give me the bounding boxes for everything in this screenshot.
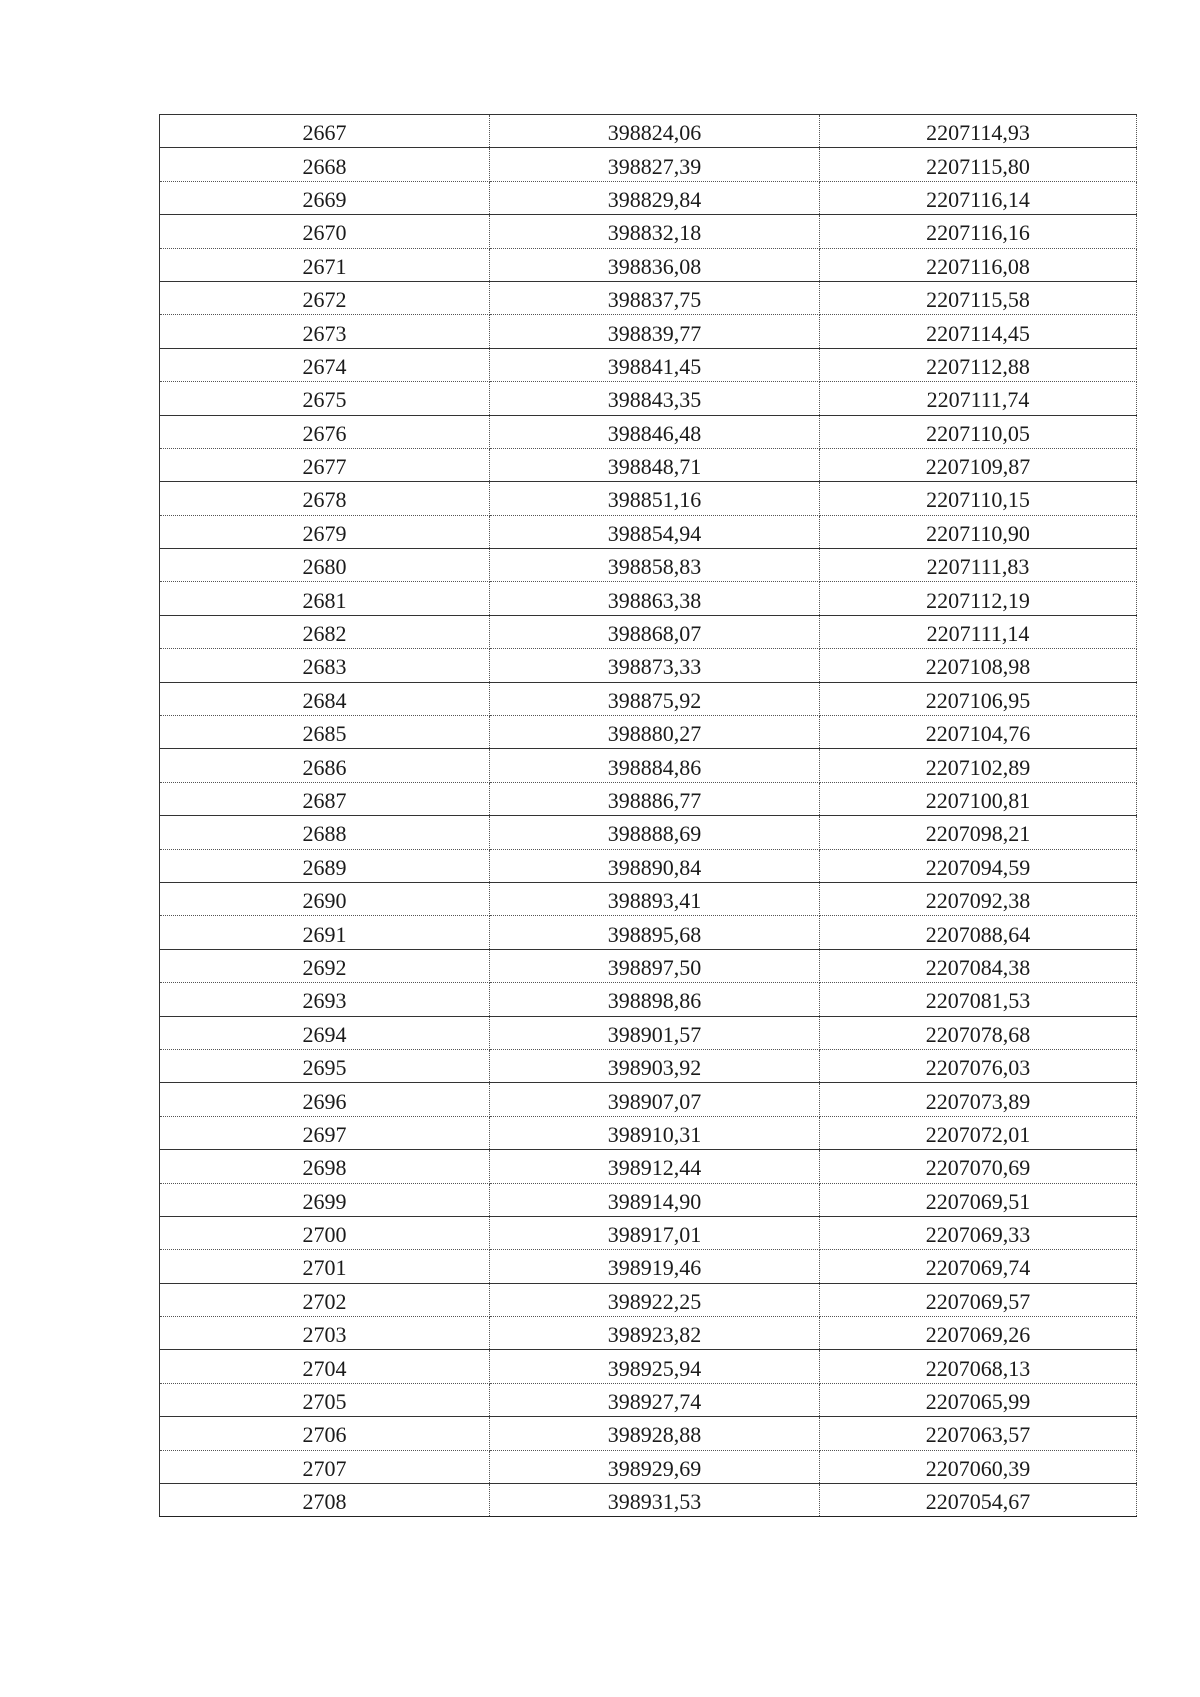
point-number-text: 2701 — [302, 1255, 347, 1281]
x-coordinate-cell — [490, 215, 820, 248]
point-number-text: 2697 — [302, 1121, 347, 1147]
table-row — [160, 115, 1137, 148]
point-number-cell — [160, 148, 490, 181]
y-coordinate-cell — [820, 782, 1137, 815]
point-number-text: 2678 — [302, 487, 347, 513]
x-coordinate-text: 398843,35 — [607, 387, 702, 413]
table-row — [160, 348, 1137, 381]
y-coordinate-cell — [820, 1083, 1137, 1116]
point-number-text: 2668 — [302, 153, 347, 179]
point-number-cell — [160, 1150, 490, 1183]
x-coordinate-cell — [490, 248, 820, 281]
point-number-text: 2677 — [302, 454, 347, 480]
x-coordinate-text: 398868,07 — [607, 621, 702, 647]
table-row — [160, 415, 1137, 448]
y-coordinate-text: 2207102,89 — [925, 754, 1031, 780]
y-coordinate-cell — [820, 816, 1137, 849]
x-coordinate-text: 398890,84 — [607, 854, 702, 880]
y-coordinate-cell — [820, 482, 1137, 515]
point-number-cell — [160, 682, 490, 715]
point-number-text: 2682 — [302, 621, 347, 647]
x-coordinate-text: 398848,71 — [607, 454, 702, 480]
y-coordinate-cell — [820, 983, 1137, 1016]
y-coordinate-cell — [820, 1049, 1137, 1082]
point-number-cell — [160, 1083, 490, 1116]
x-coordinate-text: 398901,57 — [607, 1021, 702, 1047]
y-coordinate-text: 2207108,98 — [925, 654, 1031, 680]
point-number-text: 2695 — [302, 1055, 347, 1081]
point-number-cell — [160, 849, 490, 882]
table-row — [160, 549, 1137, 582]
point-number-cell — [160, 916, 490, 949]
y-coordinate-cell — [820, 1484, 1137, 1517]
point-number-text: 2693 — [302, 988, 347, 1014]
table-row — [160, 882, 1137, 915]
y-coordinate-text: 2207116,14 — [926, 186, 1030, 212]
y-coordinate-text: 2207116,16 — [926, 220, 1030, 246]
y-coordinate-text: 2207069,51 — [925, 1188, 1031, 1214]
x-coordinate-cell — [490, 1250, 820, 1283]
y-coordinate-cell — [820, 1450, 1137, 1483]
y-coordinate-cell — [820, 549, 1137, 582]
y-coordinate-text: 2207110,05 — [926, 420, 1030, 446]
point-number-text: 2685 — [302, 721, 347, 747]
x-coordinate-cell — [490, 916, 820, 949]
y-coordinate-cell — [820, 1183, 1137, 1216]
point-number-text: 2676 — [302, 420, 347, 446]
x-coordinate-text: 398931,53 — [607, 1489, 702, 1515]
x-coordinate-text: 398919,46 — [607, 1255, 702, 1281]
point-number-text: 2691 — [302, 921, 347, 947]
x-coordinate-text: 398907,07 — [607, 1088, 702, 1114]
x-coordinate-cell — [490, 949, 820, 982]
x-coordinate-cell — [490, 1383, 820, 1416]
y-coordinate-text: 2207078,68 — [925, 1021, 1031, 1047]
y-coordinate-cell — [820, 148, 1137, 181]
y-coordinate-cell — [820, 281, 1137, 314]
y-coordinate-cell — [820, 582, 1137, 615]
point-number-cell — [160, 649, 490, 682]
point-number-cell — [160, 115, 490, 148]
table-row — [160, 1116, 1137, 1149]
table-row — [160, 983, 1137, 1016]
point-number-text: 2694 — [302, 1021, 347, 1047]
x-coordinate-cell — [490, 1049, 820, 1082]
y-coordinate-text: 2207109,87 — [925, 454, 1031, 480]
point-number-cell — [160, 281, 490, 314]
x-coordinate-cell — [490, 682, 820, 715]
y-coordinate-text: 2207106,95 — [925, 687, 1031, 713]
table-row — [160, 1183, 1137, 1216]
y-coordinate-text: 2207084,38 — [925, 954, 1031, 980]
point-number-cell — [160, 882, 490, 915]
x-coordinate-text: 398824,06 — [607, 120, 702, 146]
y-coordinate-text: 2207069,74 — [925, 1255, 1031, 1281]
point-number-cell — [160, 1417, 490, 1450]
table-row — [160, 816, 1137, 849]
y-coordinate-cell — [820, 1350, 1137, 1383]
x-coordinate-text: 398928,88 — [607, 1422, 702, 1448]
x-coordinate-cell — [490, 816, 820, 849]
table-row — [160, 382, 1137, 415]
coordinates-table — [159, 114, 1137, 1517]
x-coordinate-cell — [490, 1417, 820, 1450]
x-coordinate-cell — [490, 515, 820, 548]
y-coordinate-text: 2207115,80 — [926, 153, 1030, 179]
y-coordinate-text: 2207098,21 — [925, 821, 1031, 847]
point-number-text: 2672 — [302, 287, 347, 313]
table-row — [160, 1283, 1137, 1316]
x-coordinate-text: 398898,86 — [607, 988, 702, 1014]
point-number-text: 2707 — [302, 1455, 347, 1481]
point-number-cell — [160, 582, 490, 615]
y-coordinate-text: 2207111,83 — [926, 554, 1030, 580]
y-coordinate-cell — [820, 1016, 1137, 1049]
x-coordinate-cell — [490, 582, 820, 615]
x-coordinate-text: 398929,69 — [607, 1455, 702, 1481]
y-coordinate-cell — [820, 382, 1137, 415]
point-number-cell — [160, 1484, 490, 1517]
x-coordinate-cell — [490, 849, 820, 882]
point-number-text: 2702 — [302, 1288, 347, 1314]
y-coordinate-cell — [820, 916, 1137, 949]
point-number-cell — [160, 215, 490, 248]
point-number-text: 2689 — [302, 854, 347, 880]
y-coordinate-cell — [820, 1250, 1137, 1283]
table-row — [160, 281, 1137, 314]
point-number-text: 2705 — [302, 1389, 347, 1415]
point-number-text: 2703 — [302, 1322, 347, 1348]
point-number-text: 2671 — [302, 253, 347, 279]
x-coordinate-cell — [490, 315, 820, 348]
point-number-cell — [160, 949, 490, 982]
x-coordinate-cell — [490, 115, 820, 148]
x-coordinate-text: 398839,77 — [607, 320, 702, 346]
y-coordinate-cell — [820, 615, 1137, 648]
table-row — [160, 1383, 1137, 1416]
table-row — [160, 515, 1137, 548]
coordinates-table-body — [160, 115, 1137, 1517]
table-row — [160, 949, 1137, 982]
y-coordinate-cell — [820, 1383, 1137, 1416]
table-row — [160, 215, 1137, 248]
y-coordinate-text: 2207112,88 — [926, 353, 1030, 379]
point-number-text: 2690 — [302, 888, 347, 914]
x-coordinate-text: 398893,41 — [607, 888, 702, 914]
x-coordinate-text: 398927,74 — [607, 1389, 702, 1415]
y-coordinate-cell — [820, 115, 1137, 148]
y-coordinate-cell — [820, 1417, 1137, 1450]
table-row — [160, 1150, 1137, 1183]
x-coordinate-text: 398873,33 — [607, 654, 702, 680]
y-coordinate-text: 2207081,53 — [925, 988, 1031, 1014]
y-coordinate-text: 2207115,58 — [926, 287, 1030, 313]
y-coordinate-text: 2207100,81 — [925, 788, 1031, 813]
x-coordinate-text: 398836,08 — [607, 253, 702, 279]
y-coordinate-text: 2207069,26 — [925, 1322, 1031, 1348]
point-number-cell — [160, 816, 490, 849]
table-row — [160, 649, 1137, 682]
x-coordinate-text: 398923,82 — [607, 1322, 702, 1348]
y-coordinate-cell — [820, 515, 1137, 548]
y-coordinate-text: 2207069,33 — [925, 1222, 1031, 1248]
x-coordinate-cell — [490, 148, 820, 181]
point-number-cell — [160, 1049, 490, 1082]
y-coordinate-cell — [820, 949, 1137, 982]
point-number-text: 2686 — [302, 754, 347, 780]
point-number-cell — [160, 1283, 490, 1316]
table-row — [160, 1484, 1137, 1517]
point-number-cell — [160, 1317, 490, 1350]
table-row — [160, 1450, 1137, 1483]
x-coordinate-cell — [490, 482, 820, 515]
y-coordinate-text: 2207111,74 — [926, 387, 1030, 413]
x-coordinate-cell — [490, 983, 820, 1016]
point-number-text: 2684 — [302, 687, 347, 713]
point-number-cell — [160, 615, 490, 648]
point-number-text: 2669 — [302, 186, 347, 212]
y-coordinate-text: 2207054,67 — [925, 1489, 1031, 1515]
point-number-cell — [160, 1116, 490, 1149]
point-number-cell — [160, 181, 490, 214]
x-coordinate-text: 398903,92 — [607, 1055, 702, 1081]
point-number-cell — [160, 248, 490, 281]
table-row — [160, 1350, 1137, 1383]
x-coordinate-cell — [490, 1450, 820, 1483]
x-coordinate-text: 398837,75 — [607, 287, 702, 313]
x-coordinate-cell — [490, 649, 820, 682]
y-coordinate-cell — [820, 181, 1137, 214]
x-coordinate-text: 398854,94 — [607, 520, 702, 546]
y-coordinate-text: 2207060,39 — [925, 1455, 1031, 1481]
point-number-text: 2696 — [302, 1088, 347, 1114]
point-number-cell — [160, 482, 490, 515]
y-coordinate-text: 2207073,89 — [925, 1088, 1031, 1114]
table-row — [160, 615, 1137, 648]
point-number-text: 2704 — [302, 1355, 347, 1381]
point-number-cell — [160, 1350, 490, 1383]
point-number-cell — [160, 348, 490, 381]
y-coordinate-cell — [820, 1317, 1137, 1350]
x-coordinate-cell — [490, 1350, 820, 1383]
point-number-cell — [160, 515, 490, 548]
y-coordinate-cell — [820, 1116, 1137, 1149]
y-coordinate-cell — [820, 315, 1137, 348]
x-coordinate-text: 398910,31 — [607, 1121, 702, 1147]
x-coordinate-cell — [490, 1317, 820, 1350]
point-number-cell — [160, 382, 490, 415]
x-coordinate-cell — [490, 549, 820, 582]
x-coordinate-cell — [490, 1484, 820, 1517]
x-coordinate-cell — [490, 615, 820, 648]
x-coordinate-text: 398880,27 — [607, 721, 702, 747]
point-number-text: 2680 — [302, 554, 347, 580]
x-coordinate-cell — [490, 882, 820, 915]
point-number-text: 2679 — [302, 520, 347, 546]
table-row — [160, 849, 1137, 882]
point-number-text: 2700 — [302, 1222, 347, 1248]
table-row — [160, 1049, 1137, 1082]
x-coordinate-text: 398829,84 — [607, 186, 702, 212]
point-number-cell — [160, 1216, 490, 1249]
x-coordinate-cell — [490, 1283, 820, 1316]
y-coordinate-text: 2207092,38 — [925, 888, 1031, 914]
x-coordinate-text: 398884,86 — [607, 754, 702, 780]
y-coordinate-text: 2207072,01 — [925, 1121, 1031, 1147]
table-row — [160, 1016, 1137, 1049]
point-number-cell — [160, 1016, 490, 1049]
x-coordinate-text: 398832,18 — [607, 220, 702, 246]
x-coordinate-text: 398858,83 — [607, 554, 702, 580]
x-coordinate-cell — [490, 1216, 820, 1249]
x-coordinate-cell — [490, 448, 820, 481]
point-number-text: 2708 — [302, 1489, 347, 1515]
table-row — [160, 315, 1137, 348]
x-coordinate-cell — [490, 782, 820, 815]
point-number-text: 2681 — [302, 587, 347, 613]
table-row — [160, 148, 1137, 181]
x-coordinate-text: 398827,39 — [607, 153, 702, 179]
point-number-cell — [160, 448, 490, 481]
point-number-text: 2683 — [302, 654, 347, 680]
x-coordinate-text: 398917,01 — [607, 1222, 702, 1248]
x-coordinate-cell — [490, 281, 820, 314]
point-number-cell — [160, 983, 490, 1016]
y-coordinate-text: 2207065,99 — [925, 1389, 1031, 1415]
point-number-text: 2674 — [302, 353, 347, 379]
x-coordinate-text: 398841,45 — [607, 353, 702, 379]
y-coordinate-cell — [820, 682, 1137, 715]
table-row — [160, 582, 1137, 615]
x-coordinate-text: 398851,16 — [607, 487, 702, 513]
point-number-text: 2687 — [302, 788, 347, 813]
table-row — [160, 1216, 1137, 1249]
point-number-text: 2706 — [302, 1422, 347, 1448]
y-coordinate-cell — [820, 415, 1137, 448]
point-number-text: 2698 — [302, 1155, 347, 1181]
point-number-text: 2673 — [302, 320, 347, 346]
y-coordinate-text: 2207094,59 — [925, 854, 1031, 880]
point-number-cell — [160, 1383, 490, 1416]
x-coordinate-text: 398863,38 — [607, 587, 702, 613]
point-number-cell — [160, 1450, 490, 1483]
point-number-cell — [160, 716, 490, 749]
x-coordinate-text: 398922,25 — [607, 1288, 702, 1314]
y-coordinate-text: 2207104,76 — [925, 721, 1031, 747]
y-coordinate-text: 2207070,69 — [925, 1155, 1031, 1181]
y-coordinate-cell — [820, 1216, 1137, 1249]
y-coordinate-cell — [820, 1150, 1137, 1183]
x-coordinate-cell — [490, 716, 820, 749]
x-coordinate-text: 398875,92 — [607, 687, 702, 713]
x-coordinate-cell — [490, 1116, 820, 1149]
y-coordinate-cell — [820, 215, 1137, 248]
table-row — [160, 181, 1137, 214]
y-coordinate-text: 2207110,90 — [926, 520, 1030, 546]
table-row — [160, 1417, 1137, 1450]
x-coordinate-cell — [490, 1016, 820, 1049]
table-row — [160, 749, 1137, 782]
point-number-text: 2692 — [302, 954, 347, 980]
y-coordinate-text: 2207114,93 — [926, 120, 1030, 146]
y-coordinate-cell — [820, 649, 1137, 682]
point-number-cell — [160, 549, 490, 582]
x-coordinate-text: 398846,48 — [607, 420, 702, 446]
table-row — [160, 782, 1137, 815]
table-row — [160, 716, 1137, 749]
x-coordinate-cell — [490, 749, 820, 782]
point-number-text: 2675 — [302, 387, 347, 413]
point-number-cell — [160, 782, 490, 815]
y-coordinate-text: 2207069,57 — [925, 1288, 1031, 1314]
table-row — [160, 482, 1137, 515]
point-number-cell — [160, 1183, 490, 1216]
y-coordinate-cell — [820, 248, 1137, 281]
y-coordinate-text: 2207112,19 — [926, 587, 1030, 613]
x-coordinate-cell — [490, 181, 820, 214]
x-coordinate-text: 398886,77 — [607, 788, 702, 813]
x-coordinate-text: 398895,68 — [607, 921, 702, 947]
y-coordinate-text: 2207088,64 — [925, 921, 1031, 947]
x-coordinate-text: 398888,69 — [607, 821, 702, 847]
table-row — [160, 248, 1137, 281]
x-coordinate-cell — [490, 382, 820, 415]
point-number-cell — [160, 1250, 490, 1283]
table-row — [160, 448, 1137, 481]
x-coordinate-cell — [490, 1083, 820, 1116]
table-row — [160, 682, 1137, 715]
y-coordinate-text: 2207114,45 — [926, 320, 1030, 346]
point-number-cell — [160, 749, 490, 782]
y-coordinate-text: 2207068,13 — [925, 1355, 1031, 1381]
y-coordinate-text: 2207063,57 — [925, 1422, 1031, 1448]
x-coordinate-text: 398897,50 — [607, 954, 702, 980]
table-row — [160, 1317, 1137, 1350]
point-number-cell — [160, 415, 490, 448]
table-row — [160, 916, 1137, 949]
x-coordinate-text: 398914,90 — [607, 1188, 702, 1214]
point-number-text: 2667 — [302, 120, 347, 146]
table-row — [160, 1250, 1137, 1283]
y-coordinate-cell — [820, 882, 1137, 915]
y-coordinate-cell — [820, 716, 1137, 749]
x-coordinate-cell — [490, 1150, 820, 1183]
y-coordinate-text: 2207110,15 — [926, 487, 1030, 513]
point-number-text: 2688 — [302, 821, 347, 847]
point-number-text: 2699 — [302, 1188, 347, 1214]
x-coordinate-cell — [490, 415, 820, 448]
x-coordinate-cell — [490, 1183, 820, 1216]
y-coordinate-cell — [820, 348, 1137, 381]
x-coordinate-cell — [490, 348, 820, 381]
y-coordinate-cell — [820, 849, 1137, 882]
x-coordinate-text: 398912,44 — [607, 1155, 702, 1181]
point-number-cell — [160, 315, 490, 348]
y-coordinate-text: 2207076,03 — [925, 1055, 1031, 1081]
y-coordinate-cell — [820, 749, 1137, 782]
y-coordinate-text: 2207116,08 — [926, 253, 1030, 279]
y-coordinate-cell — [820, 448, 1137, 481]
table-row — [160, 1083, 1137, 1116]
x-coordinate-text: 398925,94 — [607, 1355, 702, 1381]
point-number-text: 2670 — [302, 220, 347, 246]
y-coordinate-text: 2207111,14 — [926, 621, 1030, 647]
y-coordinate-cell — [820, 1283, 1137, 1316]
